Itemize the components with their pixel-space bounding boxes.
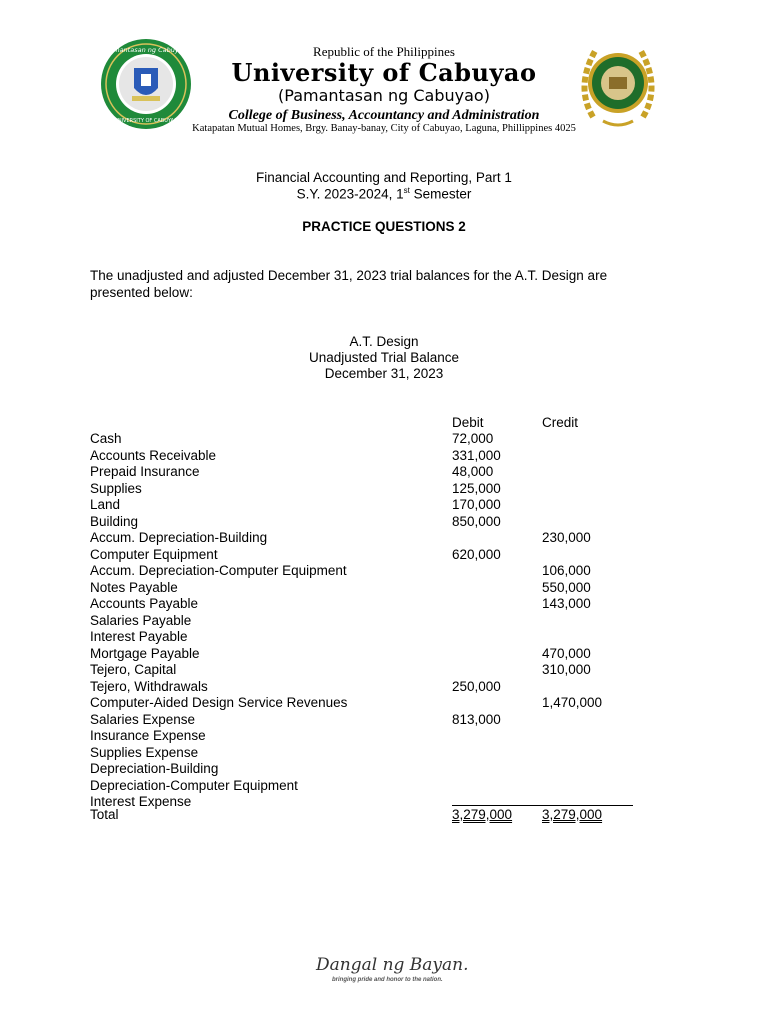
school-year [0, 186, 768, 202]
account-name: Cash [90, 431, 122, 446]
left-logo-bottom-text: UNIVERSITY OF CABUYAO [114, 118, 178, 124]
account-name: Notes Payable [90, 579, 178, 595]
account-name: Insurance Expense [90, 728, 206, 743]
table-row [90, 596, 650, 613]
table-row [90, 745, 650, 762]
trial-balance-title: Unadjusted Trial Balance [308, 350, 460, 365]
account-name: Land [90, 497, 121, 512]
table-row [90, 530, 650, 547]
sub-motto-text: bringing pride and honor to the nation. [332, 977, 443, 983]
company-name: A.T. Design [349, 334, 419, 349]
table-row [90, 448, 650, 465]
table-row [90, 431, 650, 448]
account-name: Accounts Payable [90, 596, 199, 611]
account-name: Depreciation-Building [90, 761, 219, 776]
total-label: Total [90, 807, 119, 822]
debit-value: 331,000 [452, 447, 501, 463]
account-name: Computer-Aided Design Service Revenues [90, 695, 348, 710]
debit-value: 813,000 [452, 711, 501, 727]
table-row [90, 778, 650, 795]
account-name: Salaries Expense [90, 711, 196, 727]
table-row [90, 695, 650, 712]
account-name: Accounts Receivable [90, 447, 217, 463]
account-name: Interest Payable [90, 629, 188, 644]
college-seal-logo [573, 37, 663, 133]
account-name: Salaries Payable [90, 612, 192, 628]
university-address: Katapatan Mutual Homes, Brgy. Banay-banay, City of Cabuyao, Laguna, Phillippines 4025 [192, 123, 576, 134]
university-seal-logo [100, 38, 192, 130]
debit-value: 48,000 [452, 464, 494, 479]
account-name: Supplies [90, 480, 142, 496]
practice-title: PRACTICE QUESTIONS 2 [302, 219, 466, 234]
account-name: Supplies Expense [90, 744, 199, 760]
debit-value: 250,000 [452, 678, 501, 694]
debit-column-header: Debit [452, 415, 484, 430]
table-row [90, 761, 650, 778]
table-row [90, 514, 650, 531]
debit-value: 72,000 [452, 431, 494, 446]
trial-balance-date: December 31, 2023 [324, 366, 444, 381]
account-name: Tejero, Withdrawals [90, 678, 208, 694]
account-name: Mortgage Payable [90, 645, 200, 661]
table-row [90, 629, 650, 646]
left-logo-text: Pamantasan ng Cabuyao [105, 46, 187, 54]
account-name: Computer Equipment [90, 546, 218, 562]
credit-value: 310,000 [542, 662, 591, 677]
account-name: Accum. Depreciation-Computer Equipment [90, 563, 347, 578]
republic-text: Republic of the Philippines [313, 44, 455, 59]
table-row [90, 497, 650, 514]
table-row [90, 547, 650, 564]
account-name: Prepaid Insurance [90, 464, 200, 479]
total-credit: 3,279,000 [542, 807, 603, 822]
table-row [90, 464, 650, 481]
table-row [90, 712, 650, 729]
account-name: Depreciation-Computer Equipment [90, 777, 298, 793]
credit-value: 550,000 [542, 579, 591, 595]
table-row [90, 613, 650, 630]
ordinal-suffix: st [403, 186, 410, 195]
total-rule [452, 805, 633, 806]
account-name: Building [90, 513, 139, 529]
course-title: Financial Accounting and Reporting, Part 1 [256, 170, 512, 185]
table-row [90, 563, 650, 580]
total-debit: 3,279,000 [452, 807, 513, 822]
credit-column-header: Credit [542, 415, 579, 430]
debit-value: 850,000 [452, 513, 501, 529]
trial-balance-table [90, 431, 650, 811]
university-name: University of Cabuyao [231, 58, 537, 87]
credit-value: 106,000 [542, 563, 591, 578]
table-row [90, 646, 650, 663]
college-name: College of Business, Accountancy and Administration [228, 108, 540, 123]
account-name: Tejero, Capital [90, 662, 177, 677]
table-row [90, 481, 650, 498]
credit-value: 230,000 [542, 530, 591, 545]
table-row [90, 728, 650, 745]
credit-value: 1,470,000 [542, 695, 603, 710]
university-tagalog-name: (Pamantasan ng Cabuyao) [278, 86, 490, 105]
account-name: Accum. Depreciation-Building [90, 530, 268, 545]
debit-value: 170,000 [452, 497, 501, 512]
debit-value: 125,000 [452, 480, 501, 496]
account-name: Interest Expense [90, 794, 192, 809]
motto-text: Dangal ng Bayan. [316, 955, 469, 975]
credit-value: 143,000 [542, 596, 591, 611]
intro-paragraph: The unadjusted and adjusted December 31, 2023 trial balances for the A.T. Design are presented below: [90, 268, 608, 300]
table-row [90, 580, 650, 597]
table-row [90, 679, 650, 696]
footer-motto [300, 955, 470, 991]
semester-text: Semester [409, 186, 472, 202]
debit-value: 620,000 [452, 546, 501, 562]
credit-value: 470,000 [542, 645, 591, 661]
school-year-prefix: S.Y. 2023-2024, 1 [296, 186, 404, 202]
table-row [90, 662, 650, 679]
